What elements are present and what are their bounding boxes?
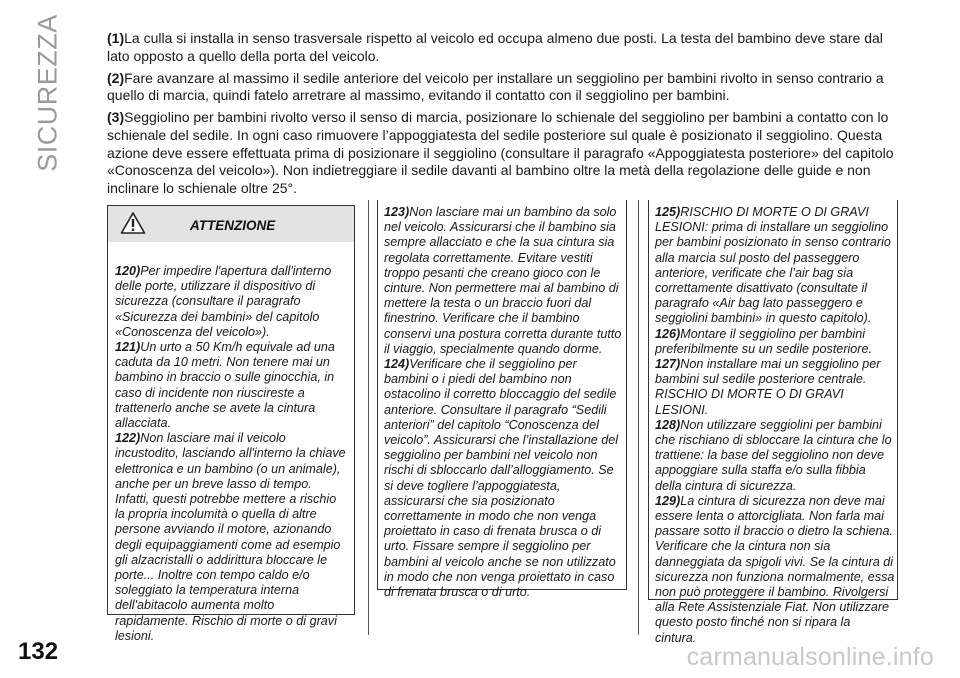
warning-text: Non utilizzare seggiolini per bambini che rischiano di sbloccare la cintura che lo trattiene: la base del seggiolino non deve appoggiare sulla staffa e/o sulla fibbia della cintura di sicurezza. [655,417,892,493]
warning-number: 127) [655,357,681,372]
warning-item [655,494,895,646]
warning-text: RISCHIO DI MORTE O DI GRAVI LESIONI: prima di installare un seggiolino per bambini posizionato in senso contrario alla marcia sul posto del passeggero anteriore, verificate che l’air bag sia correttamente disattivato (consultate il paragrafo «Air bag lato passeggero e seggiolini bambini» in questo capitolo). [655,205,891,326]
warning-item [655,418,895,494]
warning-number: 128) [655,417,681,432]
intro-note [107,30,907,65]
warning-item [655,205,895,327]
note-ref: (2) [107,69,125,86]
warning-item [115,340,347,431]
warning-number: 121) [115,340,141,355]
warning-item [115,431,347,644]
warning-number: 122) [115,431,141,446]
note-text: Seggiolino per bambini rivolto verso il senso di marcia, posizionare lo schienale del seggiolino per bambini a contatto con lo schienale del sedile. In ogni caso rimuovere l’appoggiatesta del sedile posteriore sul quale è posizionato il seggiolino. Questa azione deve essere effettuata prima di posizionare il seggiolino (consultare il paragrafo «Appoggiatesta posteriore» del capitolo «Conoscenza del veicolo»). Non indietreggiare il sedile davanti al bambino oltre la metà della regolazione delle guide e non inclinare lo schienale oltre 25°. [107,109,894,196]
warning-title: ATTENZIONE [190,218,276,233]
intro-note [107,109,907,197]
warning-text: Non lasciare mai un bambino da solo nel veicolo. Assicurarsi che il bambino sia sempre allacciato e che la sua cintura sia regolata correttamente. Evitare vestiti troppo pesanti che creano gioco con le cinture. Non permettere mai al bambino di mettere la testa o un braccio fuori dal finestrino. Verificare che il bambino conservi una postura corretta durante tutto il viaggio, specialmente quando dorme. [384,205,622,356]
warning-item [115,264,347,340]
warning-text: Non lasciare mai il veicolo incustodito, lasciando all'interno la chiave elettronica e un bambino (o un animale), anche per un breve lasso di tempo. Infatti, questi potrebbe mettere a rischio la propria incolumità o quella di altre persone avviando il motore, azionando degli equipaggiamenti come ad esempio gli alzacristalli o addirittura bloccare le porte... Inoltre con tempo caldo e/o soleggiato la temperatura interna dell'abitacolo aumenta molto rapidamente. Rischio di morte o di gravi lesioni. [115,431,346,643]
warning-number: 126) [655,326,681,341]
warning-text: Verificare che il seggiolino per bambini o i piedi del bambino non ostacolino il corretto bloccaggio del sedile anteriore. Consultare il paragrafo “Sedili anteriori” del capitolo “Conoscenza del veicolo”. Assicurarsi che l’installazione del seggiolino per bambini nel veicolo non rischi di sbloccarlo dall’alloggiamento. Se si deve togliere l’appoggiatesta, assicurarsi che sia posizionato correttamente in modo che non venga proiettato in caso di frenata brusca o di urto. Fissare sempre il seggiolino per bambini al veicolo anche se non utilizzato in modo che non venga proiettato in caso di frenata brusca o di urto. [384,357,619,600]
warning-text: Per impedire l'apertura dall'interno delle porte, utilizzare il dispositivo di sicurezza (consultare il paragrafo «Sicurezza dei bambini» del capitolo «Conoscenza del veicolo»). [115,264,332,339]
intro-note [107,70,907,105]
note-text: La culla si installa in senso trasversale rispetto al veicolo ed occupa almeno due posti. La testa del bambino deve stare dal lato opposto a quello della porta del veicolo. [107,30,883,64]
note-text: Fare avanzare al massimo il sedile anteriore del veicolo per installare un seggiolino per bambini rivolto in senso contrario a quello di marcia, quindi fatelo arretrare al massimo, evitando il contatto con il seggiolino per bambini. [107,69,884,104]
warning-text: Non installare mai un seggiolino per bambini sul sedile posteriore centrale. RISCHIO DI MORTE O DI GRAVI LESIONI. [655,357,881,417]
warning-number: 124) [384,357,410,372]
warning-number: 129) [655,493,681,508]
warning-item [384,205,624,357]
warning-text: Un urto a 50 Km/h equivale ad una caduta da 10 metri. Non tenere mai un bambino in braccio o sulle ginocchia, in caso di incidente non riuscireste a trattenerlo anche se avete la cintura allacciata. [115,340,335,431]
note-ref: (1) [107,30,125,46]
warning-text: Montare il seggiolino per bambini preferibilmente su un sedile posteriore. [655,326,873,356]
warning-header [108,206,354,242]
intro-notes [107,30,907,202]
section-label-text: SICUREZZA [32,14,63,172]
warning-item [384,357,624,600]
column-divider [368,200,369,635]
warning-column-2 [384,205,624,600]
page-number: 132 [18,638,59,665]
warning-item [655,327,895,357]
warning-number: 123) [384,205,410,219]
warning-number: 120) [115,264,141,278]
warning-number: 125) [655,205,681,219]
watermark: carmanualsonline.info [686,643,934,671]
warning-item [655,357,895,418]
section-label [28,14,68,172]
note-ref: (3) [107,109,125,126]
warning-text: La cintura di sicurezza non deve mai essere lenta o attorcigliata. Non farla mai passare sotto il braccio o dietro la schiena. Verificare che la cintura non sia danneggiata da spigoli vivi. Se la cintura di sicurezza non funziona normalmente, essa non può proteggere il bambino. Rivolgersi alla Rete Assistenziale Fiat. Non utilizzare questo posto finché non si ripara la cintura. [655,493,895,645]
warning-column-3 [655,205,895,646]
column-divider [638,200,639,635]
warning-column-1 [115,264,347,644]
warning-triangle-icon [120,211,146,235]
